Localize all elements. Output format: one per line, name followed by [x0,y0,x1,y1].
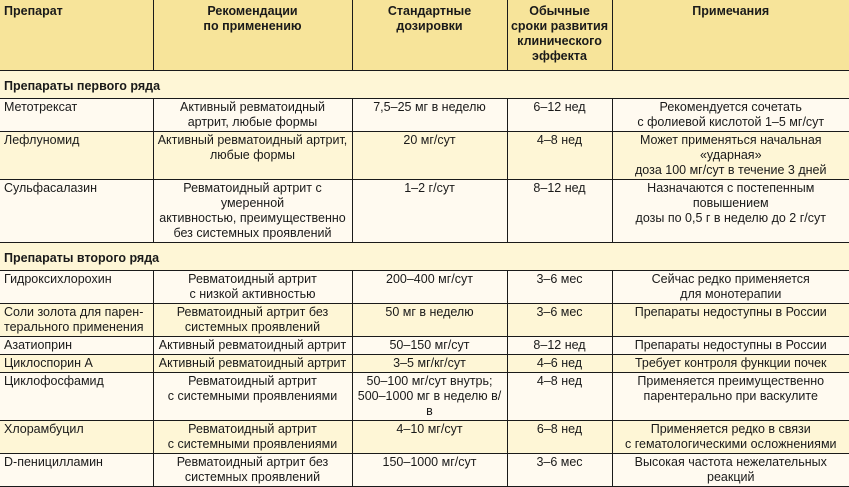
cell-recommendation: Активный ревматоидный артрит [153,337,352,355]
header-drug: Препарат [0,0,153,71]
cell-drug: Соли золота для парен- терального применения [0,304,153,337]
table-row [0,373,849,421]
cell-dosage: 150–1000 мг/сут [352,454,507,487]
table-row [0,454,849,487]
header-row [0,0,849,71]
cell-recommendation: Ревматоидный артрит с умеренной активностью, преимущественно без системных проявлений [153,180,352,243]
header-notes: Примечания [612,0,849,71]
table-row [0,337,849,355]
cell-recommendation: Активный ревматоидный артрит [153,355,352,373]
cell-drug: Циклоспорин А [0,355,153,373]
cell-onset: 4–6 нед [507,355,612,373]
cell-dosage: 4–10 мг/сут [352,421,507,454]
section-second-line [0,243,849,271]
cell-dosage: 50 мг в неделю [352,304,507,337]
table-row [0,99,849,132]
section-first-line [0,71,849,99]
table-row [0,355,849,373]
header-onset: Обычные сроки развития клинического эффекта [507,0,612,71]
cell-drug: Гидроксихлорохин [0,271,153,304]
cell-onset: 3–6 мес [507,304,612,337]
cell-drug: D-пеницилламин [0,454,153,487]
cell-note: Препараты недоступны в России [612,304,849,337]
cell-recommendation: Ревматоидный артрит без системных проявлений [153,304,352,337]
cell-recommendation: Ревматоидный артрит с системными проявлениями [153,421,352,454]
table-row [0,271,849,304]
cell-recommendation: Ревматоидный артрит с низкой активностью [153,271,352,304]
cell-drug: Сульфасалазин [0,180,153,243]
cell-onset: 3–6 мес [507,454,612,487]
cell-note: Применяется редко в связи с гематологическими осложнениями [612,421,849,454]
cell-note: Препараты недоступны в России [612,337,849,355]
cell-dosage: 200–400 мг/сут [352,271,507,304]
cell-onset: 4–8 нед [507,132,612,180]
cell-onset: 6–12 нед [507,99,612,132]
table-row [0,180,849,243]
cell-dosage: 7,5–25 мг в неделю [352,99,507,132]
header-dosage: Стандартные дозировки [352,0,507,71]
cell-dosage: 1–2 г/сут [352,180,507,243]
cell-onset: 4–8 нед [507,373,612,421]
cell-note: Рекомендуется сочетать с фолиевой кислотой 1–5 мг/сут [612,99,849,132]
cell-drug: Циклофосфамид [0,373,153,421]
section-title: Препараты второго ряда [0,243,849,271]
cell-dosage: 20 мг/сут [352,132,507,180]
cell-drug: Азатиоприн [0,337,153,355]
cell-note: Назначаются с постепенным повышением дозы по 0,5 г в неделю до 2 г/сут [612,180,849,243]
table-row [0,304,849,337]
cell-dosage: 3–5 мг/кг/сут [352,355,507,373]
cell-onset: 3–6 мес [507,271,612,304]
header-recommendations: Рекомендации по применению [153,0,352,71]
cell-note: Может применяться начальная «ударная» доза 100 мг/сут в течение 3 дней [612,132,849,180]
cell-onset: 6–8 нед [507,421,612,454]
cell-recommendation: Ревматоидный артрит без системных проявлений [153,454,352,487]
cell-onset: 8–12 нед [507,180,612,243]
section-title: Препараты первого ряда [0,71,849,99]
cell-onset: 8–12 нед [507,337,612,355]
cell-note: Требует контроля функции почек [612,355,849,373]
cell-dosage: 50–150 мг/сут [352,337,507,355]
cell-drug: Метотрексат [0,99,153,132]
table-row [0,421,849,454]
cell-note: Сейчас редко применяется для монотерапии [612,271,849,304]
cell-note: Высокая частота нежелательных реакций [612,454,849,487]
cell-recommendation: Ревматоидный артрит с системными проявлениями [153,373,352,421]
cell-dosage: 50–100 мг/сут внутрь; 500–1000 мг в неделю в/в [352,373,507,421]
cell-recommendation: Активный ревматоидный артрит, любые формы [153,132,352,180]
cell-note: Применяется преимущественно парентерально при васкулите [612,373,849,421]
table-row [0,132,849,180]
cell-drug: Лефлуномид [0,132,153,180]
cell-drug: Хлорамбуцил [0,421,153,454]
cell-recommendation: Активный ревматоидный артрит, любые формы [153,99,352,132]
